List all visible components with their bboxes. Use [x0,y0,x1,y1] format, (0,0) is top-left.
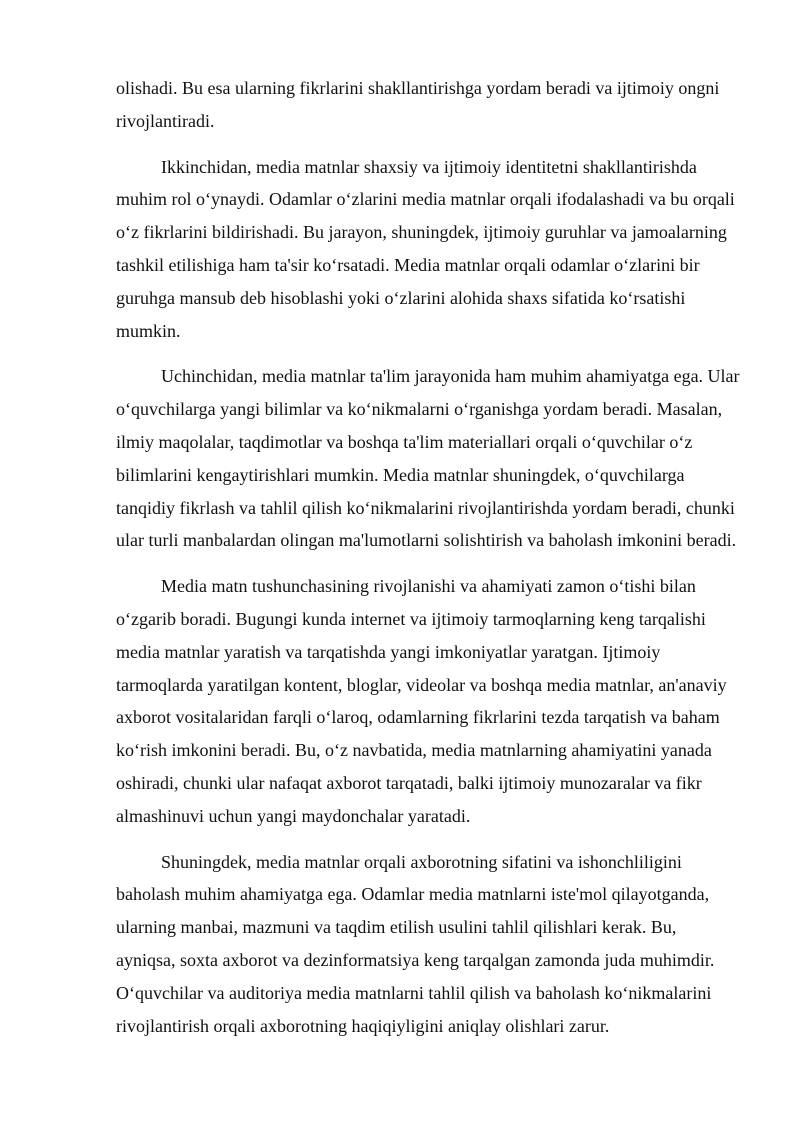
paragraph-continuation: olishadi. Bu esa ularning fikrlarini shakllantirishga yordam beradi va ijtimoiy ongni rivojlantiradi. [116,78,720,131]
paragraph-ikkinchidan: Ikkinchidan, media matnlar shaxsiy va ijtimoiy identitetni shakllantirishda muhim rol o‘ynaydi. Odamlar o‘zlarini media matnlar orqali ifodalashadi va bu orqali o‘z fikrlarini bildirishadi. Bu jarayon, shuningdek, ijtimoiy guruhlar va jamoalarning tashkil etilishiga ham ta'sir ko‘rsatadi. Media matnlar orqali odamlar o‘zlarini bir guruhga mansub deb hisoblashi yoki o‘zlarini alohida shaxs sifatida ko‘rsatishi mumkin. [116,156,735,341]
paragraph-media-matn-tushunchasi: Media matn tushunchasining rivojlanishi va ahamiyati zamon o‘tishi bilan o‘zgarib boradi. Bugungi kunda internet va ijtimoiy tarmoqlarning keng tarqalishi media matnlar yaratish va tarqatishda yangi imkoniyatlar yaratgan. Ijtimoiy tarmoqlarda yaratilgan kontent, bloglar, videolar va boshqa media matnlar, an'anaviy axborot vositalaridan farqli o‘laroq, odamlarning fikrlarini tezda tarqatish va baham ko‘rish imkonini beradi. Bu, o‘z navbatida, media matnlarning ahamiyatini yanada oshiradi, chunki ular nafaqat axborot tarqatadi, balki ijtimoiy munozaralar va fikr almashinuvi uchun yangi maydonchalar yaratadi. [116,576,727,826]
paragraph-uchinchidan: Uchinchidan, media matnlar ta'lim jarayonida ham muhim ahamiyatga ega. Ular o‘quvchilarga yangi bilimlar va ko‘nikmalarni o‘rganishga yordam beradi. Masalan, ilmiy maqolalar, taqdimotlar va boshqa ta'lim materiallari orqali o‘quvchilar o‘z bilimlarini kengaytirishlari mumkin. Media matnlar shuningdek, o‘quvchilarga tanqidiy fikrlash va tahlil qilish ko‘nikmalarini rivojlantirishda yordam beradi, chunki ular turli manbalardan olingan ma'lumotlarni solishtirish va baholash imkonini beradi. [116,366,740,551]
document-page [116,72,740,1055]
paragraph-shuningdek: Shuningdek, media matnlar orqali axborotning sifatini va ishonchliligini baholash muhim ahamiyatga ega. Odamlar media matnlarni iste'mol qilayotganda, ularning manbai, mazmuni va taqdim etilish usulini tahlil qilishlari kerak. Bu, ayniqsa, soxta axborot va dezinformatsiya keng tarqalgan zamonda juda muhimdir. O‘quvchilar va auditoriya media matnlarni tahlil qilish va baholash ko‘nikmalarini rivojlantirish orqali axborotning haqiqiyligini aniqlay olishlari zarur. [116,851,715,1036]
